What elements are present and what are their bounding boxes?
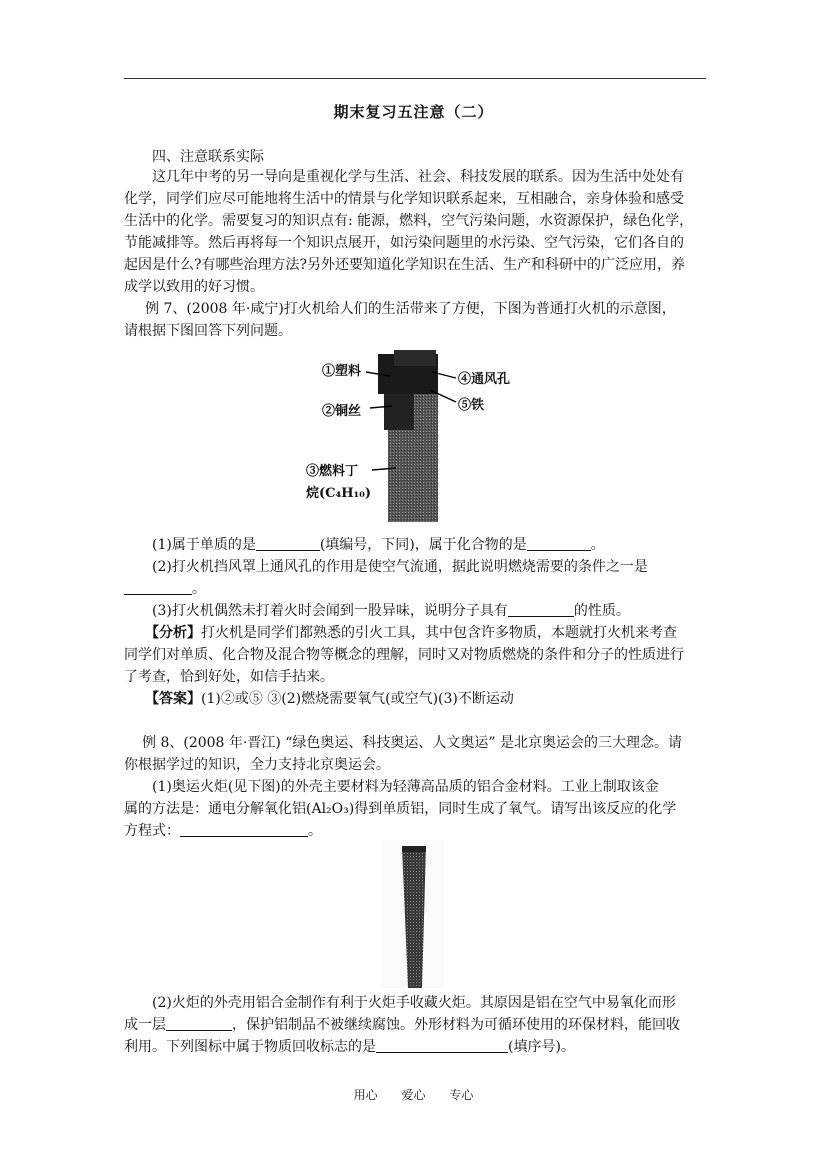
ex8-q1-line2: 属的方法是：通电分解氧化铝(Al₂O₃)得到单质铝，同时生成了氧气。请写出该反应的化学 bbox=[124, 801, 677, 817]
analysis-text-1: 打火机是同学们都熟悉的引火工具，其中包含许多物质，本题就打火机来考查 bbox=[201, 625, 677, 641]
lighter-figure bbox=[306, 350, 541, 522]
intro-line-1: 这几年中考的另一导向是重视化学与生活、社会、科技发展的联系。因为生活中处处有 bbox=[152, 169, 684, 185]
intro-line-2: 化学，同学们应尽可能地将生活中的情景与化学知识联系起来，互相融合，亲身体验和感受 bbox=[124, 191, 684, 207]
ex8-stem-1: 例 8、(2008 年·晋江) “绿色奥运、科技奥运、人文奥运” 是北京奥运会的三大理念。请 bbox=[142, 735, 683, 751]
ex8-q1-line3-end: 。 bbox=[308, 823, 322, 839]
ex7-q1-blank-1[interactable] bbox=[256, 536, 320, 551]
torch-illustration bbox=[382, 840, 444, 988]
ex7-stem-1: 例 7、(2008 年·咸宁)打火机给人们的生活带来了方便，下图为普通打火机的示意图， bbox=[145, 301, 676, 317]
ex8-q1-line3-label: 方程式： bbox=[124, 823, 180, 839]
analysis-tag: 【分析】 bbox=[145, 625, 201, 641]
intro-line-6: 成学以致用的好习惯。 bbox=[124, 279, 264, 295]
ex8-q1-line3 bbox=[124, 820, 322, 842]
ex8-q2-line2-b: ，保护铝制品不被继续腐蚀。外形材料为可循环使用的环保材料，能回收 bbox=[232, 1017, 680, 1033]
ex7-q1-part-a: (1)属于单质的是 bbox=[152, 537, 256, 553]
answer-text: (1)②或⑤ ③(2)燃烧需要氧气(或空气)(3)不断运动 bbox=[201, 691, 514, 707]
label-plastic: ①塑料 bbox=[322, 364, 362, 379]
ex7-q1-blank-2[interactable] bbox=[527, 536, 591, 551]
ex7-answer bbox=[145, 688, 514, 710]
ex7-q2-end: 。 bbox=[192, 581, 206, 597]
ex7-q3-part-a: (3)打火机偶然未打着火时会闻到一股异味，说明分子具有 bbox=[152, 603, 508, 619]
ex7-q2: (2)打火机挡风罩上通风孔的作用是使空气流通，据此说明燃烧需要的条件之一是 bbox=[152, 559, 648, 575]
label-butane-formula: 烷(C₄H₁₀) bbox=[306, 486, 372, 501]
ex8-q1-blank[interactable] bbox=[180, 822, 308, 837]
ex7-stem-2: 请根据下图回答下列问题。 bbox=[124, 323, 292, 339]
ex8-q2-line1: (2)火炬的外壳用铝合金制作有利于火炬手收藏火炬。其原因是铝在空气中易氧化而形 bbox=[152, 995, 676, 1011]
label-butane: ③燃料丁 bbox=[306, 464, 359, 479]
ex7-q1 bbox=[152, 534, 605, 556]
ex7-q2-blank[interactable] bbox=[124, 580, 192, 595]
ex7-q1-part-b: (填编号，下同)，属于化合物的是 bbox=[319, 537, 527, 553]
ex7-q2-cont bbox=[124, 578, 206, 600]
ex8-q2-line3 bbox=[124, 1036, 575, 1058]
label-vent-hole: ④通风孔 bbox=[458, 372, 511, 387]
ex7-q1-part-c: 。 bbox=[590, 537, 605, 553]
footer-item-3: 专心 bbox=[449, 1088, 474, 1102]
footer-item-1: 用心 bbox=[353, 1088, 378, 1102]
ex7-analysis-3: 了考查，恰到好处，如信手拈来。 bbox=[124, 669, 334, 685]
ex7-q3 bbox=[152, 600, 630, 622]
footer-item-2: 爱心 bbox=[401, 1088, 426, 1102]
header-rule bbox=[124, 78, 706, 79]
ex8-q2-blank-1[interactable] bbox=[166, 1016, 232, 1031]
ex7-q3-blank[interactable] bbox=[508, 602, 574, 617]
ex8-q2-line2 bbox=[124, 1014, 680, 1036]
ex7-analysis-1 bbox=[145, 622, 677, 644]
ex8-q2-line3-b: (填序号)。 bbox=[508, 1039, 575, 1055]
page-title: 期末复习五注意（二） bbox=[333, 103, 494, 121]
ex7-analysis-2: 同学们对单质、化合物及混合物等概念的理解，同时又对物质燃烧的条件和分子的性质进行 bbox=[124, 647, 684, 663]
answer-tag: 【答案】 bbox=[145, 691, 201, 707]
label-copper-wire: ②铜丝 bbox=[322, 404, 362, 419]
ex8-q2-line3-a: 利用。下列图标中属于物质回收标志的是 bbox=[124, 1039, 376, 1055]
intro-line-5: 起因是什么?有哪些治理方法?另外还要知道化学知识在生活、生产和科研中的广泛应用，养 bbox=[124, 257, 686, 273]
page-footer bbox=[0, 1086, 827, 1103]
label-iron: ⑤铁 bbox=[458, 398, 485, 413]
torch-figure bbox=[382, 840, 444, 988]
section-heading: 四、注意联系实际 bbox=[152, 149, 264, 165]
intro-line-3: 生活中的化学。需要复习的知识点有: 能源，燃料，空气污染问题，水资源保护，绿色化学， bbox=[124, 213, 694, 229]
ex8-stem-2: 你根据学过的知识，全力支持北京奥运会。 bbox=[124, 757, 390, 773]
ex7-q3-part-b: 的性质。 bbox=[573, 603, 630, 619]
ex8-q1-line1: (1)奥运火炬(见下图)的外壳主要材料为轻薄高品质的铝合金材料。工业上制取该金 bbox=[152, 779, 659, 795]
ex8-q2-blank-2[interactable] bbox=[376, 1038, 508, 1053]
intro-line-4: 节能减排等。然后再将每一个知识点展开，如污染问题里的水污染、空气污染，它们各自的 bbox=[124, 235, 684, 251]
ex8-q2-line2-a: 成一层 bbox=[124, 1017, 166, 1033]
